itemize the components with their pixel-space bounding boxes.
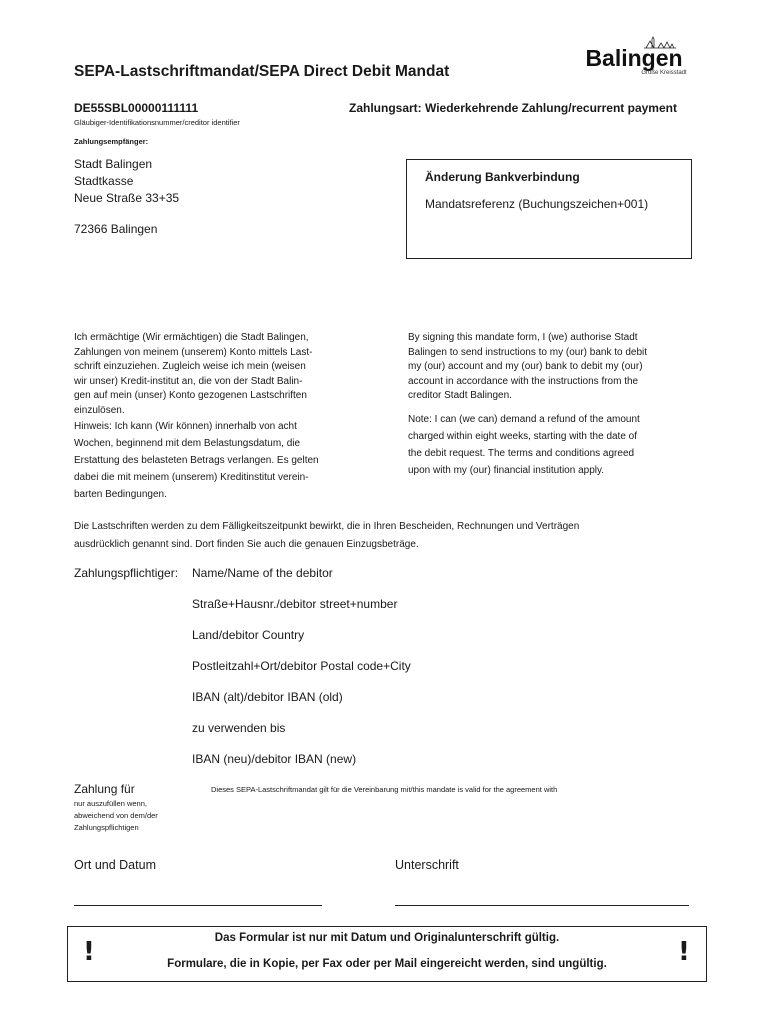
balingen-logo-icon <box>568 36 700 76</box>
text-line: Ich ermächtige (Wir ermächtigen) die Stadt Balingen, <box>74 332 309 343</box>
text-line: abweichend von dem/der <box>74 811 158 820</box>
text-line: the debit request. The terms and conditions agreed <box>408 447 635 459</box>
notice-line-2: Formulare, die in Kopie, per Fax oder per Mail eingereicht werden, sind ungültig. <box>167 958 607 970</box>
text-line: einzulösen. <box>74 404 125 416</box>
text-line: upon with my (our) financial institution apply. <box>408 464 605 476</box>
text-line: Hinweis: Ich kann (Wir können) innerhalb von acht <box>74 421 297 432</box>
creditor-identifier-label: Gläubiger-Identifikationsnummer/creditor identifier <box>74 118 240 127</box>
place-date-line[interactable] <box>74 905 322 906</box>
text-line: Erstattung des belasteten Betrags verlangen. Es gelten <box>74 455 319 466</box>
address-line: Stadtkasse <box>74 174 134 188</box>
payment-type: Zahlungsart: Wiederkehrende Zahlung/recurrent payment <box>349 101 677 115</box>
text-line: ausdrücklich genannt sind. Dort finden Sie auch die genauen Einzugsbeträge. <box>74 539 419 550</box>
place-date-label: Ort und Datum <box>74 858 156 872</box>
text-line: creditor Stadt Balingen. <box>408 390 512 401</box>
debtor-iban-new-field[interactable]: IBAN (neu)/debitor IBAN (new) <box>192 752 357 766</box>
text-line: Balingen to send instructions to my (our) bank to debit <box>408 346 648 358</box>
mandate-validity-note: Dieses SEPA-Lastschriftmandat gilt für die Vereinbarung mit/this mandate is valid for the agreement with <box>211 785 558 794</box>
address-line: Stadt Balingen <box>74 157 153 171</box>
signature-label: Unterschrift <box>395 858 459 872</box>
debtor-label: Zahlungspflichtiger: <box>74 566 179 580</box>
logo-wordmark: Balingen <box>585 45 683 71</box>
text-line: Wochen, beginnend mit dem Belastungsdatum, die <box>74 438 301 449</box>
text-line: gen auf mein (unser) Konto gezogenen Lastschriften <box>74 390 307 401</box>
payee-label: Zahlungsempfänger: <box>74 137 149 146</box>
address-line: Neue Straße 33+35 <box>74 191 180 205</box>
page-title: SEPA-Lastschriftmandat/SEPA Direct Debit Mandat <box>74 63 450 80</box>
signature-line[interactable] <box>395 905 689 906</box>
text-line: Zahlungen von meinem (unserem) Konto mittels Last- <box>74 346 313 358</box>
exclamation-icon: ! <box>678 937 690 967</box>
debtor-street-field[interactable]: Straße+Hausnr./debitor street+number <box>192 597 398 611</box>
text-line: By signing this mandate form, I (we) authorise Stadt <box>408 332 638 343</box>
debtor-name-field[interactable]: Name/Name of the debitor <box>192 566 333 580</box>
text-line: Die Lastschriften werden zu dem Fälligkeitszeitpunkt bewirkt, die in Ihren Bescheiden, Rechnungen und Verträgen <box>74 521 580 532</box>
debtor-postal-city-field[interactable]: Postleitzahl+Ort/debitor Postal code+City <box>192 659 411 673</box>
due-date-note <box>74 518 694 554</box>
bank-change-title: Änderung Bankverbindung <box>425 170 580 184</box>
authorization-text-en <box>408 331 700 479</box>
text-line: Zahlungspflichtigen <box>74 823 139 832</box>
text-line: dabei die mit meinem (unserem) Kreditinstitut verein- <box>74 472 309 483</box>
text-line: account in accordance with the instructions from the <box>408 375 639 387</box>
exclamation-icon: ! <box>83 937 95 967</box>
authorization-text-de <box>74 331 374 503</box>
text-line: Note: I can (we can) demand a refund of the amount <box>408 413 640 425</box>
text-line: barten Bedingungen. <box>74 489 167 500</box>
creditor-identifier: DE55SBL00000111111 <box>74 101 199 115</box>
text-line: nur auszufüllen wenn, <box>74 799 147 808</box>
notice-line-1: Das Formular ist nur mit Datum und Originalunterschrift gültig. <box>214 932 560 944</box>
payment-for-label: Zahlung für <box>74 782 135 796</box>
payment-for-note <box>74 798 158 834</box>
payee-address <box>74 156 179 238</box>
mandate-reference: Mandatsreferenz (Buchungszeichen+001) <box>425 197 649 211</box>
bank-change-box <box>406 159 692 259</box>
logo-tagline: Große Kreisstadt <box>641 70 687 76</box>
debtor-country-field[interactable]: Land/debitor Country <box>192 628 305 642</box>
validity-notice-box <box>67 926 707 982</box>
text-line: schrift einzuziehen. Zugleich weise ich mein (weisen <box>74 361 306 372</box>
text-line: my (our) account and my (our) bank to debit my (our) <box>408 361 643 372</box>
text-line: charged within eight weeks, starting with the date of <box>408 430 638 442</box>
text-line: wir unser) Kredit-institut an, die von der Stadt Balin- <box>74 375 303 387</box>
debtor-iban-old-field[interactable]: IBAN (alt)/debitor IBAN (old) <box>192 690 343 704</box>
address-line: 72366 Balingen <box>74 222 158 236</box>
valid-until-field[interactable]: zu verwenden bis <box>192 721 286 735</box>
